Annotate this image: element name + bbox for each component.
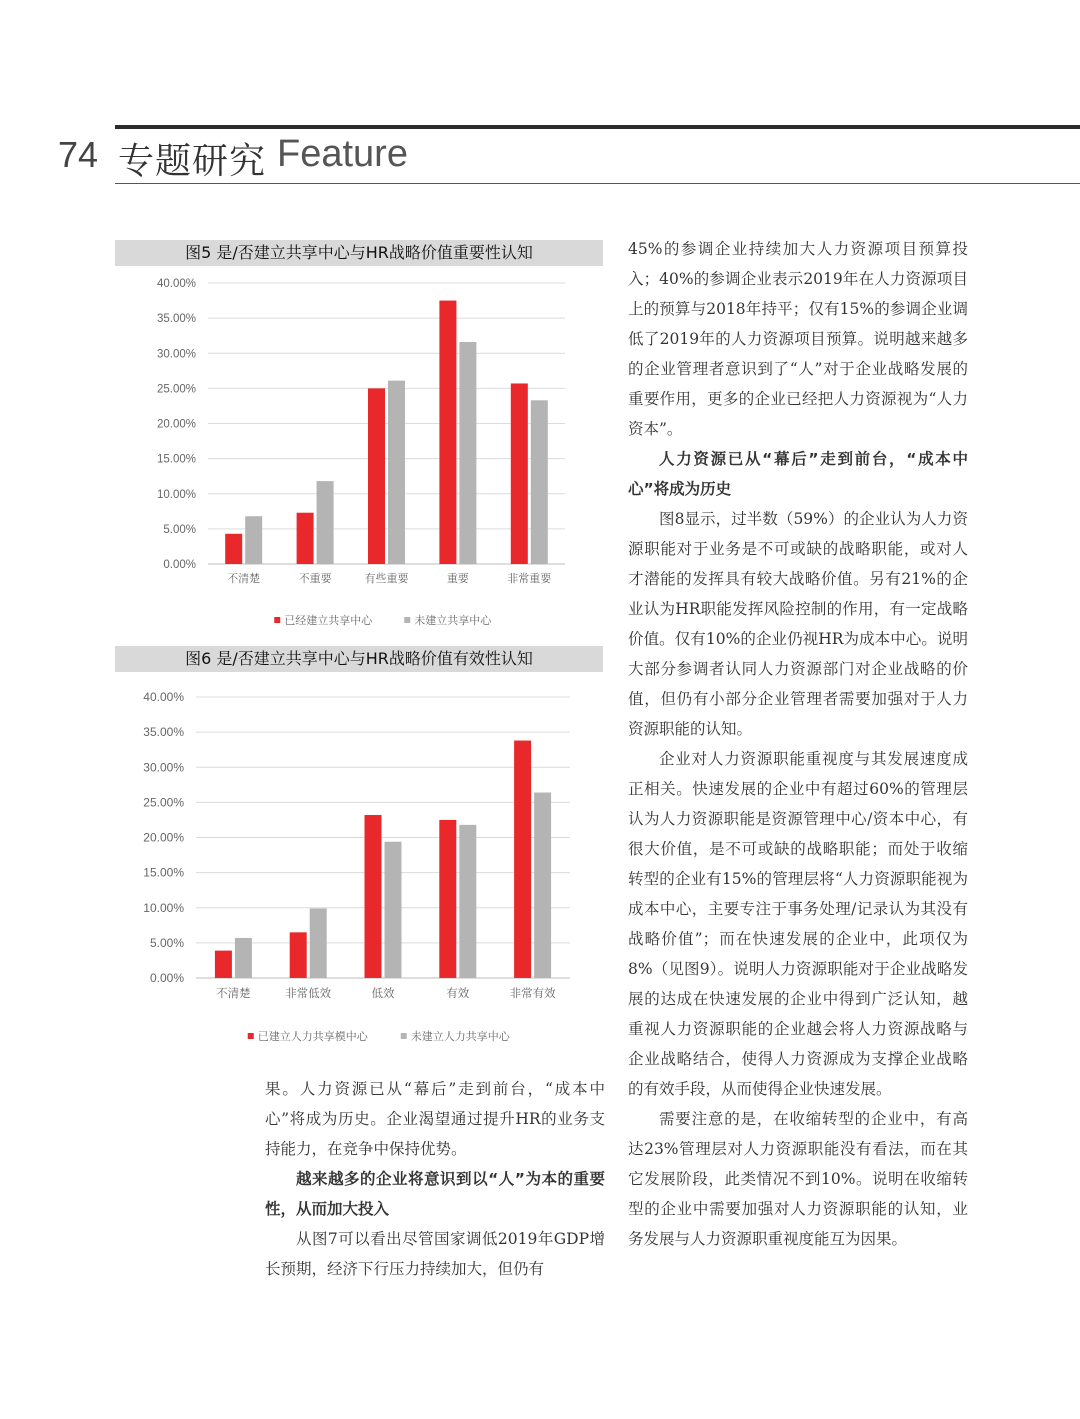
category-label: 重要 [446, 572, 469, 585]
y-tick-label: 10.00% [156, 488, 196, 501]
legend-swatch [404, 617, 410, 623]
bar-series-2 [310, 908, 327, 978]
y-tick-label: 20.00% [143, 830, 184, 845]
legend-swatch [248, 1033, 254, 1039]
bar-series-2 [385, 842, 402, 978]
legend-label: 已建立人力共享模中心 [257, 1030, 368, 1043]
bar-series-1 [514, 741, 531, 978]
y-tick-label: 5.00% [163, 523, 196, 536]
y-tick-label: 20.00% [156, 418, 196, 431]
category-label: 有些重要 [364, 572, 409, 585]
right-paragraph: 需要注意的是，在收缩转型的企业中，有高达23%管理层对人力资源职能没有看法，而在其它发展阶段，此类情况不到10%。说明在收缩转型的企业中需要加强对人力资源职能的认知，业务发展与人力资源职重视度能互为因果。 [628, 1110, 968, 1248]
y-tick-label: 0.00% [149, 971, 184, 985]
left-paragraph: 果。人力资源已从“幕后”走到前台，“成本中心”将成为历史。企业渴望通过提升HR的业务支持能力，在竞争中保持优势。 [265, 1080, 605, 1158]
header-rule-bottom [115, 183, 1080, 184]
y-tick-label: 25.00% [143, 795, 184, 810]
right-paragraph: 人力资源已从“幕后”走到前台，“成本中心”将成为历史 [628, 450, 968, 498]
bar-series-1 [365, 815, 382, 978]
bar-series-2 [459, 342, 476, 564]
right-paragraph: 图8显示，过半数（59%）的企业认为人力资源职能对于业务是不可或缺的战略职能，或对人才潜能的发挥具有较大战略价值。另有21%的企业认为HR职能发挥风险控制的作用，有一定战略价值。仅有10%的企业仍视HR为成本中心。说明大部分参调者认同人力资源部门对企业战略的价值，但仍有小部分企业管理者需要加强对于人力资源职能的认知。 [628, 510, 968, 738]
y-tick-label: 15.00% [156, 453, 196, 466]
section-title-cn: 专题研究 [118, 141, 267, 182]
bar-series-1 [297, 513, 314, 564]
right-paragraph: 企业对人力资源职能重视度与其发展速度成正相关。快速发展的企业中有超过60%的管理层认为人力资源职能是资源管理中心/资本中心，有很大价值，是不可或缺的战略职能；而处于收缩转型的企业有15%的管理层将“人力资源职能视为成本中心，主要专注于事务处理/记录认为其没有战略价值”；而在快速发展的企业中，此项仅为8%（见图9）。说明人力资源职能对于企业战略发展的达成在快速发展的企业中得到广泛认知，越重视人力资源职能的企业越会将人力资源战略与企业战略结合，使得人力资源成为支撑企业战略的有效手段，从而使得企业快速发展。 [628, 750, 968, 1098]
y-tick-label: 30.00% [156, 348, 196, 361]
y-tick-label: 30.00% [143, 760, 184, 775]
category-label: 有效 [446, 986, 470, 1000]
left-text-column [265, 1074, 605, 1284]
legend-label: 未建立人力共享中心 [410, 1030, 510, 1043]
bar-series-1 [439, 820, 456, 978]
category-label: 非常低效 [285, 986, 332, 1000]
y-tick-label: 5.00% [149, 935, 184, 950]
right-paragraph: 45%的参调企业持续加大人力资源项目预算投入；40%的参调企业表示2019年在人力资源项目上的预算与2018年持平；仅有15%的参调企业调低了2019年的人力资源项目预算。说明越来越多的企业管理者意识到了“人”对于企业战略发展的重要作用，更多的企业已经把人力资源视为“人力资本”。 [628, 240, 968, 438]
y-tick-label: 0.00% [163, 559, 196, 571]
category-label: 不清楚 [227, 572, 261, 585]
y-tick-label: 25.00% [156, 383, 196, 396]
left-paragraph: 从图7可以看出尽管国家调低2019年GDP增长预期，经济下行压力持续加大，但仍有 [265, 1230, 605, 1278]
bar-series-2 [531, 400, 548, 564]
bar-series-2 [245, 516, 262, 564]
bar-series-1 [368, 388, 385, 564]
y-tick-label: 35.00% [156, 313, 196, 326]
figure5-chart [115, 266, 603, 638]
y-tick-label: 40.00% [156, 278, 196, 290]
left-paragraph: 越来越多的企业将意识到以“人”为本的重要性，从而加大投入 [265, 1170, 605, 1218]
y-tick-label: 15.00% [143, 865, 184, 880]
category-label: 不重要 [298, 572, 332, 585]
bar-series-2 [459, 825, 476, 978]
bar-series-1 [290, 932, 307, 978]
bar-series-2 [235, 938, 252, 978]
bar-series-1 [511, 383, 528, 564]
category-label: 非常重要 [507, 572, 552, 585]
category-label: 低效 [371, 986, 395, 1000]
category-label: 非常有效 [509, 986, 556, 1000]
legend-swatch [401, 1033, 407, 1039]
bar-series-2 [534, 793, 551, 978]
figure5-title: 图5 是/否建立共享中心与HR战略价值重要性认知 [115, 240, 603, 266]
right-text-column [628, 234, 968, 1254]
figure6-title: 图6 是/否建立共享中心与HR战略价值有效性认知 [115, 646, 603, 672]
bar-series-1 [439, 301, 456, 564]
legend-label: 已经建立共享中心 [284, 614, 373, 627]
section-title-en: Feature [277, 133, 408, 175]
bar-series-2 [317, 481, 334, 564]
y-tick-label: 40.00% [143, 690, 184, 704]
legend-swatch [274, 617, 280, 623]
bar-series-2 [388, 381, 405, 564]
header-rule-top [115, 125, 1080, 129]
bar-series-1 [225, 534, 242, 564]
y-tick-label: 35.00% [143, 725, 184, 740]
bar-series-1 [215, 951, 232, 978]
y-tick-label: 10.00% [143, 900, 184, 915]
legend-label: 未建立共享中心 [414, 614, 492, 627]
page-number: 74 [58, 134, 99, 175]
category-label: 不清楚 [216, 986, 251, 1000]
figure6-chart [115, 672, 603, 1057]
